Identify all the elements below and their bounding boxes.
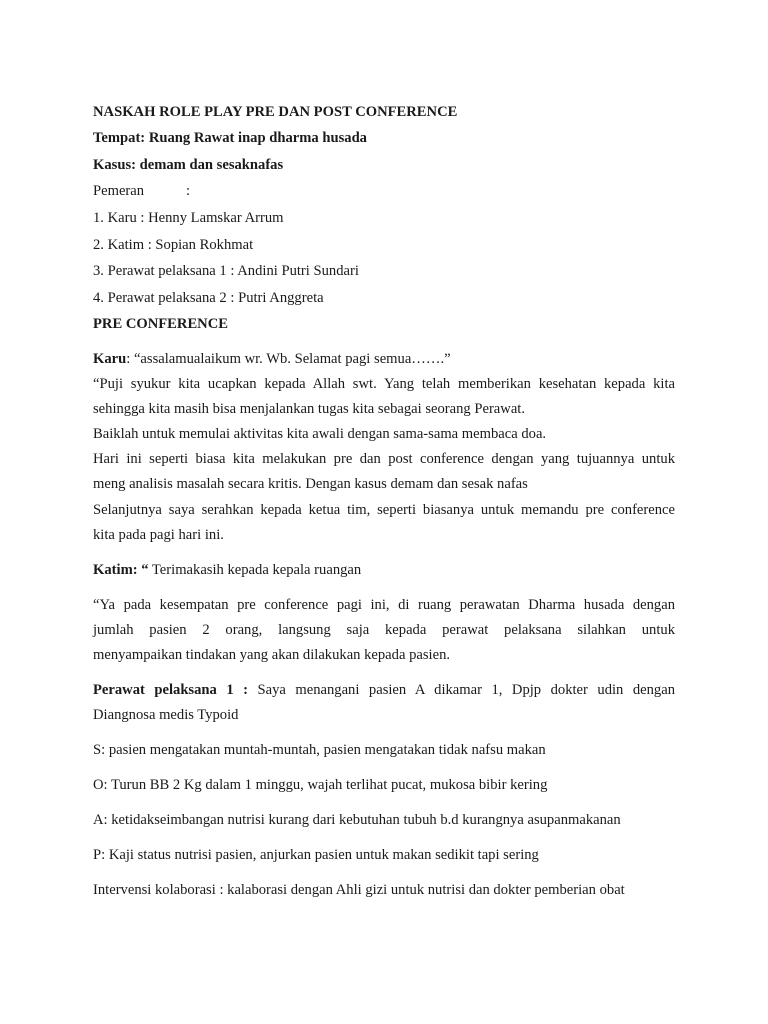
section-heading-pre-conference: PRE CONFERENCE (93, 316, 228, 332)
tempat-value: Ruang Rawat inap dharma husada (145, 130, 367, 146)
katim-label: Katim: “ (93, 562, 149, 578)
paragraph-line: jumlah pasien 2 orang, langsung saja kepada perawat pelaksana silahkan untuk (93, 622, 675, 638)
paragraph-line: “Ya pada kesempatan pre conference pagi ini, di ruang perawatan Dharma husada dengan (93, 597, 675, 613)
paragraph-line: “Puji syukur kita ucapkan kepada Allah swt. Yang telah memberikan kesehatan kepada kita (93, 376, 675, 392)
karu-greeting: : “assalamualaikum wr. Wb. Selamat pagi semua…….” (126, 351, 451, 367)
soap-objective: O: Turun BB 2 Kg dalam 1 minggu, wajah terlihat pucat, mukosa bibir kering (93, 777, 548, 793)
cast-item: 2. Katim : Sopian Rokhmat (93, 237, 254, 253)
paragraph-line: sehingga kita masih bisa menjalankan tugas kita sebagai seorang Perawat. (93, 401, 526, 417)
pp1-text: Saya menangani pasien A dikamar 1, Dpjp dokter udin dengan (248, 682, 675, 698)
pemeran-colon: : (186, 183, 191, 199)
kasus-line (93, 156, 283, 174)
paragraph-line: Baiklah untuk memulai aktivitas kita awali dengan sama-sama membaca doa. (93, 426, 547, 442)
pemeran-line (93, 182, 190, 200)
tempat-line (93, 129, 367, 147)
cast-item: 4. Perawat pelaksana 2 : Putri Anggreta (93, 290, 324, 306)
soap-plan: P: Kaji status nutrisi pasien, anjurkan pasien untuk makan sedikit tapi sering (93, 847, 539, 863)
katim-line (93, 561, 361, 579)
paragraph-line: Hari ini seperti biasa kita melakukan pre dan post conference dengan yang tujuannya untuk (93, 451, 675, 467)
paragraph-line: meng analisis masalah secara kritis. Dengan kasus demam dan sesak nafas (93, 476, 528, 492)
paragraph-line: Selanjutnya saya serahkan kepada ketua tim, seperti biasanya untuk memandu pre conference (93, 502, 675, 518)
tempat-label: Tempat: (93, 130, 146, 146)
document-title: NASKAH ROLE PLAY PRE DAN POST CONFERENCE (93, 104, 458, 120)
paragraph-line: kita pada pagi hari ini. (93, 527, 224, 543)
pemeran-label: Pemeran (93, 183, 145, 199)
paragraph-line: Diangnosa medis Typoid (93, 707, 239, 723)
cast-item: 1. Karu : Henny Lamskar Arrum (93, 210, 284, 226)
pp1-line (93, 681, 675, 699)
cast-item: 3. Perawat pelaksana 1 : Andini Putri Sundari (93, 263, 359, 279)
pp1-label: Perawat pelaksana 1 : (93, 682, 248, 698)
intervensi-line: Intervensi kolaborasi : kalaborasi dengan Ahli gizi untuk nutrisi dan dokter pemberian obat (93, 882, 625, 898)
karu-line (93, 350, 451, 368)
soap-subjective: S: pasien mengatakan muntah-muntah, pasien mengatakan tidak nafsu makan (93, 742, 546, 758)
kasus-label: Kasus: (93, 157, 136, 173)
soap-assessment: A: ketidakseimbangan nutrisi kurang dari kebutuhan tubuh b.d kurangnya asupanmakanan (93, 812, 621, 828)
paragraph-line: menyampaikan tindakan yang akan dilakukan kepada pasien. (93, 647, 451, 663)
katim-text: Terimakasih kepada kepala ruangan (148, 562, 362, 578)
karu-label: Karu (93, 351, 127, 367)
kasus-value: demam dan sesaknafas (135, 157, 284, 173)
